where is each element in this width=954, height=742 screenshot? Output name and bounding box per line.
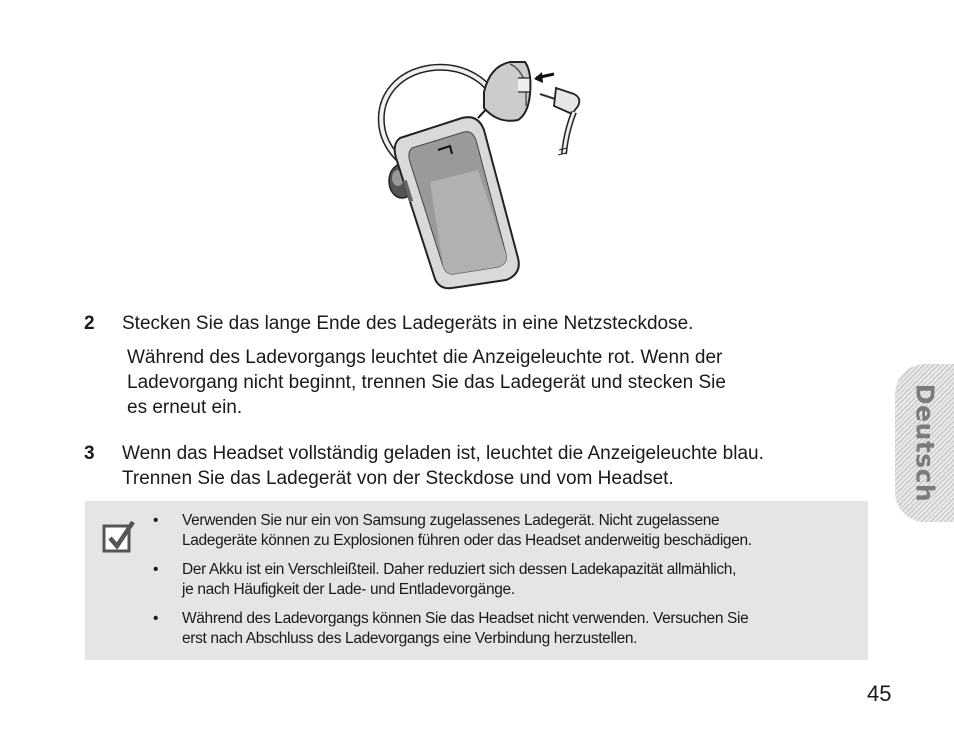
language-tab-label: Deutsch: [910, 383, 939, 503]
checkbox-note-icon: [102, 519, 136, 553]
note-line: Verwenden Sie nur ein von Samsung zugelassenes Ladegerät. Nicht zugelassene: [182, 512, 720, 529]
bullet-icon: •: [153, 512, 159, 529]
step-number: 3: [84, 443, 95, 464]
note-line: Der Akku ist ein Verschleißteil. Daher reduziert sich dessen Ladekapazität allmählich,: [182, 561, 737, 578]
step-2-detail: [127, 345, 726, 420]
note-line: erst nach Abschluss des Ladevorgangs eine Verbindung herzustellen.: [182, 630, 638, 647]
note-item: [153, 511, 858, 551]
language-tab: [895, 364, 954, 522]
note-box: [85, 501, 868, 660]
bullet-icon: •: [153, 561, 159, 578]
page-number: 45: [867, 681, 892, 706]
note-item: [153, 560, 858, 600]
note-line: Während des Ladevorgangs können Sie das Headset nicht verwenden. Versuchen Sie: [182, 610, 749, 627]
step-text-line: Trennen Sie das Ladegerät von der Steckdose und vom Headset.: [122, 468, 674, 489]
detail-line: Ladevorgang nicht beginnt, trennen Sie das Ladegerät und stecken Sie: [127, 372, 726, 393]
note-line: je nach Häufigkeit der Lade- und Entladevorgänge.: [182, 581, 515, 598]
step-text: Stecken Sie das lange Ende des Ladegeräts in eine Netzsteckdose.: [122, 313, 694, 334]
detail-line: Während des Ladevorgangs leuchtet die Anzeigeleuchte rot. Wenn der: [127, 347, 723, 368]
bullet-icon: •: [153, 610, 159, 627]
step-number: 2: [84, 313, 95, 334]
note-list: [153, 511, 858, 658]
step-text-line: Wenn das Headset vollständig geladen ist, leuchtet die Anzeigeleuchte blau.: [122, 443, 764, 464]
step-text: [122, 441, 764, 491]
headset-charging-illustration: [360, 58, 595, 290]
note-item: [153, 609, 858, 649]
note-line: Ladegeräte können zu Explosionen führen oder das Headset anderweitig beschädigen.: [182, 532, 752, 549]
detail-line: es erneut ein.: [127, 397, 243, 418]
